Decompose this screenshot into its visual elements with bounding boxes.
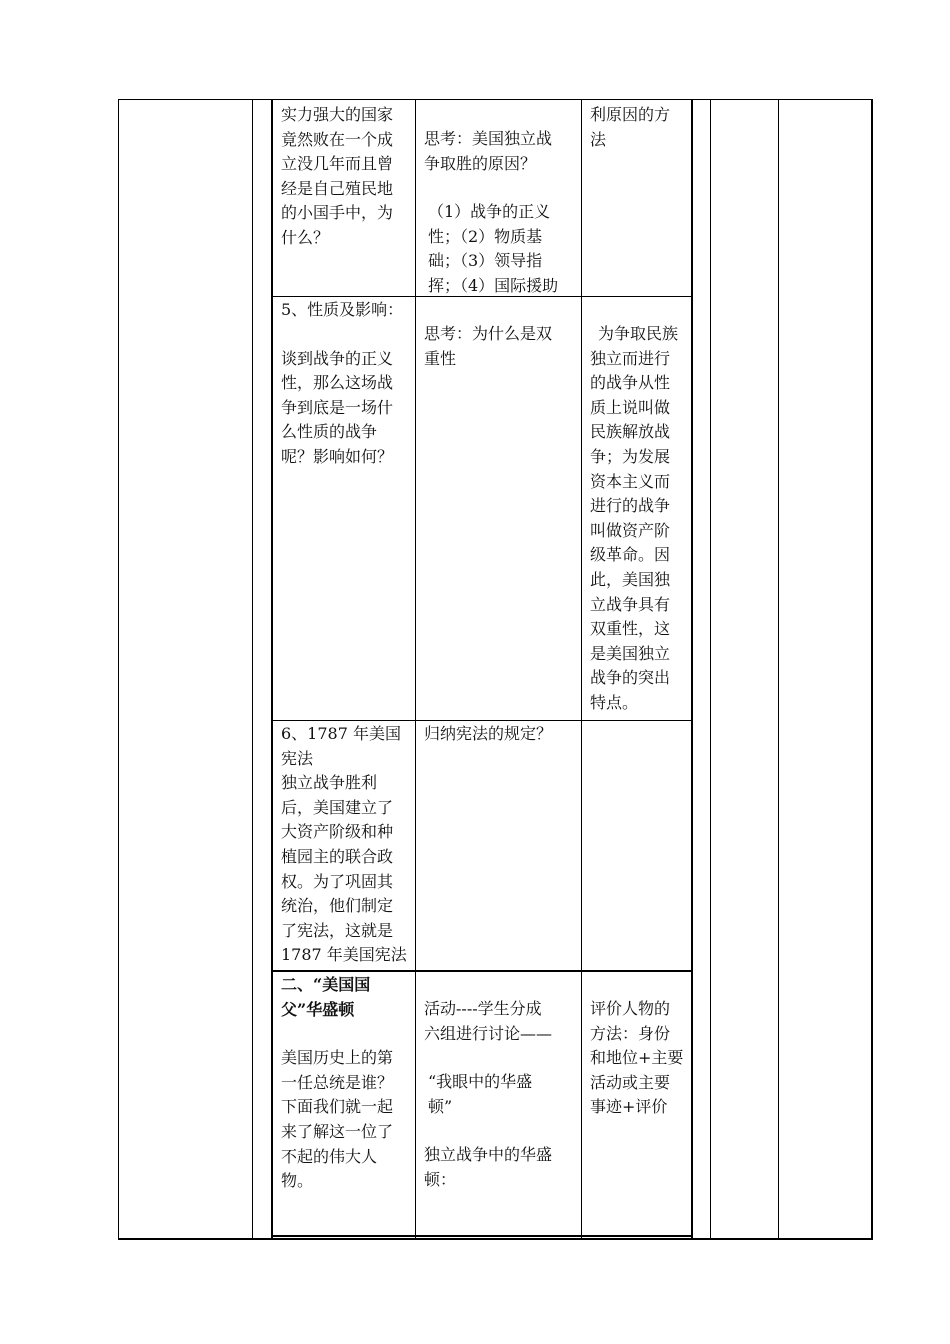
row4-activity-subtopic: 独立战争中的华盛 顿： [424, 1145, 553, 1189]
row2-heading: 5、性质及影响： [281, 300, 404, 319]
row2-content-text: 谈到战争的正义 性，那么这场战 争到底是一场什 么性质的战争 呢？影响如何？ [281, 348, 394, 466]
inner-bottom [271, 1235, 693, 1237]
spacer [424, 973, 579, 997]
row1-activity-cell [424, 103, 579, 299]
row2-activity-cell [424, 298, 579, 371]
row4-notes-cell [590, 973, 688, 1120]
outer-right-border [871, 99, 873, 1240]
spacer [590, 973, 688, 997]
spacer [424, 1119, 579, 1143]
row4-notes-text: 评价人物的 方法：身份 和地位+主要 活动或主要 事迹+评价 [590, 999, 684, 1117]
row4-section-title: 二、“美国国 父”华盛顿 [281, 975, 371, 1019]
col-sep-1 [252, 99, 253, 1240]
row2-content-cell [281, 298, 411, 470]
row4-activity-cell [424, 973, 579, 1193]
inner-left-border [271, 99, 273, 1240]
row4-activity-quote: “我眼中的华盛 顿” [428, 1072, 533, 1116]
row3-activity-question: 归纳宪法的规定？ [424, 724, 553, 743]
row2-activity-question: 思考：为什么是双 重性 [424, 324, 553, 368]
row4-activity-text: 活动----学生分成 六组进行讨论—— [424, 999, 553, 1043]
col-sep-2 [710, 99, 711, 1240]
inner-row-sep-2 [271, 720, 693, 721]
spacer [281, 323, 411, 347]
row4-content-cell [281, 973, 411, 1194]
row1-notes-cell [590, 103, 688, 152]
row4-content-text: 美国历史上的第 一任总统是谁？ 下面我们就一起 来了解这一位了 不起的伟大人 物。 [281, 1048, 394, 1191]
inner-right-border [691, 99, 693, 1240]
spacer [424, 103, 579, 127]
outer-left-border [118, 99, 119, 1240]
spacer [424, 298, 579, 322]
spacer [424, 1046, 579, 1070]
row2-notes-text: 为争取民族 独立而进行 的战争从性 质上说叫做 民族解放战 争；为发展 资本主义而 进行的战争 叫做资产阶 级革命。因 此，美国独 立战争具有 双重性，这 是美国独立 战争的突出 特点。 [590, 324, 679, 712]
outer-top-border [118, 99, 873, 100]
outer-bottom-border [118, 1238, 873, 1240]
col-sep-3 [778, 99, 779, 1240]
row3-content-text: 6、1787 年美国 宪法 独立战争胜利 后，美国建立了 大资产阶级和种 植园主的联合政 权。为了巩固其 统治，他们制定 了宪法，这就是 1787 年美国宪法 [281, 724, 407, 965]
row1-content-text: 实力强大的国家 竟然败在一个成 立没几年而且曾 经是自己殖民地 的小国手中，为 什么？ [281, 105, 394, 247]
row1-activity-question: 思考：美国独立战 争取胜的原因？ [424, 129, 553, 173]
row3-activity-cell [424, 722, 579, 747]
spacer [281, 1022, 411, 1046]
row1-notes-text: 利原因的方 法 [590, 105, 671, 149]
inner-col-sep-2 [581, 99, 582, 1240]
inner-col-sep-1 [415, 99, 416, 1240]
row1-content-cell [281, 103, 411, 251]
row3-content-cell [281, 722, 411, 968]
row2-notes-cell [590, 298, 688, 716]
spacer [424, 176, 579, 200]
inner-row-sep-3 [271, 970, 693, 972]
spacer [590, 298, 688, 322]
row1-activity-answer: （1）战争的正义 性；（2）物质基 础；（3）领导指 挥；（4）国际援助 [428, 202, 559, 295]
